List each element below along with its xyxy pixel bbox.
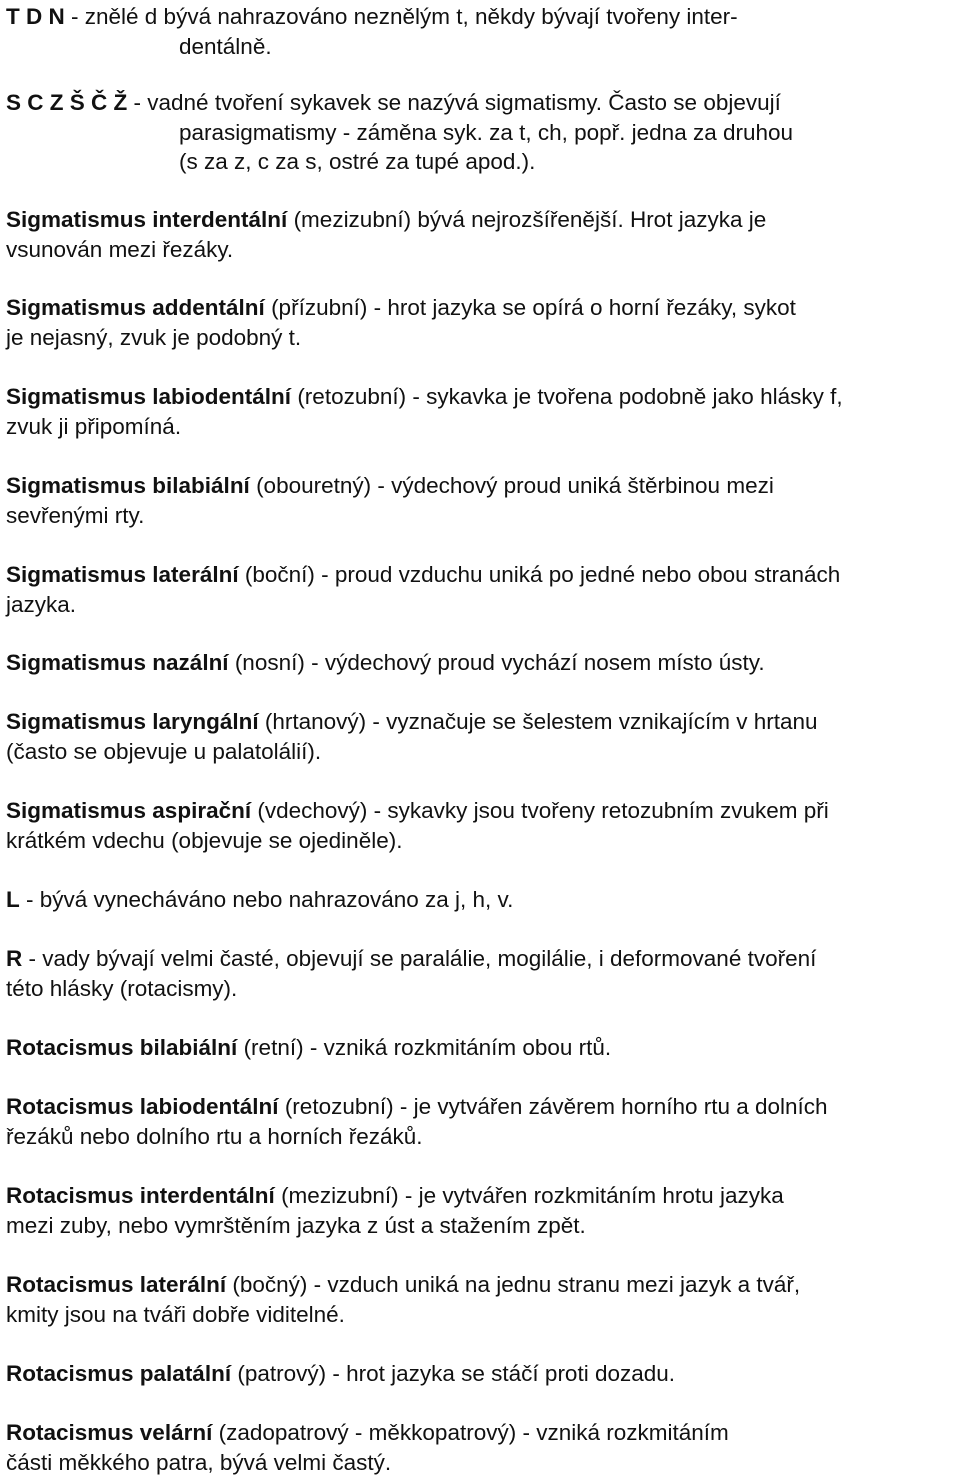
definition-text: (často se objevuje u palatolálií). xyxy=(6,738,322,764)
definition-text: (mezizubní) bývá nejrozšířenější. Hrot jazyka je xyxy=(287,207,767,232)
text-line xyxy=(6,88,956,118)
term: Rotacismus labiodentální xyxy=(6,1094,279,1119)
paragraph-rotacismus-lateralni xyxy=(6,1270,956,1329)
definition-text: - znělé d bývá nahrazováno neznělým t, někdy bývají tvořeny inter- xyxy=(64,4,738,29)
paragraph-rotacismus-palatalni xyxy=(6,1359,956,1389)
paragraph-rotacismus-interdentalni xyxy=(6,1181,956,1240)
text-line xyxy=(6,560,956,590)
definition-text: jazyka. xyxy=(6,591,77,617)
term: Sigmatismus addentální xyxy=(6,295,265,320)
term: Rotacismus laterální xyxy=(6,1272,227,1297)
text-line xyxy=(6,1092,956,1122)
text-line xyxy=(6,1359,956,1389)
text-line xyxy=(6,412,956,442)
text-line xyxy=(6,826,956,856)
definition-text: (zadopatrový - měkkopatrový) - vzniká rozkmitáním xyxy=(212,1420,729,1445)
paragraph-sibilants xyxy=(6,88,956,177)
text-line xyxy=(6,293,956,323)
definition-text: (bočný) - vzduch uniká na jednu stranu mezi jazyk a tvář, xyxy=(226,1272,801,1297)
text-line xyxy=(6,796,956,826)
text-line xyxy=(6,1300,956,1330)
definition-text: je nejasný, zvuk je podobný t. xyxy=(6,324,302,350)
paragraph-rotacismus-bilabialni xyxy=(6,1033,956,1063)
term: Sigmatismus nazální xyxy=(6,650,229,675)
text-line xyxy=(6,1270,956,1300)
text-line xyxy=(6,1418,956,1448)
definition-text: sevřenými rty. xyxy=(6,502,145,528)
paragraph-sigmatismus-labiodentalni xyxy=(6,382,956,441)
definition-text: (obouretný) - výdechový proud uniká štěrbinou mezi xyxy=(249,473,774,498)
text-line xyxy=(6,382,956,412)
paragraph-sigmatismus-aspiracni xyxy=(6,796,956,855)
definition-text: - vady bývají velmi časté, objevují se paralálie, mogilálie, i deformované tvoření xyxy=(22,946,817,971)
definition-text: (přízubní) - hrot jazyka se opírá o horní řezáky, sykot xyxy=(264,295,796,320)
definition-text: kmity jsou na tváři dobře viditelné. xyxy=(6,1301,345,1327)
definition-text: (vdechový) - sykavky jsou tvořeny retozubním zvukem při xyxy=(251,798,829,823)
text-line xyxy=(6,471,956,501)
paragraph-sigmatismus-bilabialni xyxy=(6,471,956,530)
term: Sigmatismus bilabiální xyxy=(6,473,250,498)
text-line xyxy=(6,147,956,177)
definition-text: řezáků nebo dolního rtu a horních řezáků. xyxy=(6,1123,423,1149)
definition-text: mezi zuby, nebo vymrštěním jazyka z úst a stažením zpět. xyxy=(6,1212,586,1238)
term: Sigmatismus labiodentální xyxy=(6,384,292,409)
definition-text: parasigmatismy - záměna syk. za t, ch, popř. jedna za druhou xyxy=(179,119,794,145)
text-line xyxy=(6,737,956,767)
definition-text: - bývá vynecháváno nebo nahrazováno za j, h, v. xyxy=(19,887,514,912)
definition-text: (nosní) - výdechový proud vychází nosem místo ústy. xyxy=(228,650,765,675)
definition-text: (retozubní) - je vytvářen závěrem horního rtu a dolních xyxy=(278,1094,828,1119)
definition-text: krátkém vdechu (objevuje se ojediněle). xyxy=(6,827,403,853)
term: Sigmatismus interdentální xyxy=(6,207,288,232)
term: Rotacismus palatální xyxy=(6,1361,232,1386)
paragraph-r xyxy=(6,944,956,1003)
term: Rotacismus interdentální xyxy=(6,1183,275,1208)
text-line xyxy=(6,944,956,974)
definition-text: vsunován mezi řezáky. xyxy=(6,236,234,262)
paragraph-sigmatismus-interdentalni xyxy=(6,205,956,264)
term: Sigmatismus laryngální xyxy=(6,709,259,734)
term: L xyxy=(6,887,20,912)
term: S C Z Š Č Ž xyxy=(6,90,128,115)
definition-text: (patrový) - hrot jazyka se stáčí proti dozadu. xyxy=(231,1361,676,1386)
definition-text: části měkkého patra, bývá velmi častý. xyxy=(6,1449,392,1475)
paragraph-sigmatismus-nazalni xyxy=(6,648,956,678)
paragraph-rotacismus-labiodentalni xyxy=(6,1092,956,1151)
term: Rotacismus bilabiální xyxy=(6,1035,238,1060)
text-line xyxy=(6,1033,956,1063)
definition-text: zvuk ji připomíná. xyxy=(6,413,182,439)
text-line xyxy=(6,885,956,915)
text-line xyxy=(6,118,956,148)
text-line xyxy=(6,648,956,678)
paragraph-sigmatismus-lateralni xyxy=(6,560,956,619)
text-line xyxy=(6,1122,956,1152)
text-line xyxy=(6,205,956,235)
definition-text: (retní) - vzniká rozkmitáním obou rtů. xyxy=(237,1035,612,1060)
definition-text: - vadné tvoření sykavek se nazývá sigmatismy. Často se objevují xyxy=(127,90,781,115)
paragraph-sigmatismus-addentalni xyxy=(6,293,956,352)
text-line xyxy=(6,501,956,531)
definition-text: (retozubní) - sykavka je tvořena podobně jako hlásky f, xyxy=(291,384,843,409)
paragraph-tdn xyxy=(6,2,956,61)
paragraph-sigmatismus-laryngalni xyxy=(6,707,956,766)
definition-text: (mezizubní) - je vytvářen rozkmitáním hrotu jazyka xyxy=(274,1183,784,1208)
paragraph-rotacismus-velarni xyxy=(6,1418,956,1477)
text-line xyxy=(6,1448,956,1478)
term: Sigmatismus laterální xyxy=(6,562,239,587)
text-line xyxy=(6,707,956,737)
text-line xyxy=(6,32,956,62)
definition-text: dentálně. xyxy=(179,33,272,59)
term: Rotacismus velární xyxy=(6,1420,213,1445)
paragraph-l xyxy=(6,885,956,915)
text-line xyxy=(6,235,956,265)
term: T D N xyxy=(6,4,65,29)
text-line xyxy=(6,1211,956,1241)
definition-text: této hlásky (rotacismy). xyxy=(6,975,238,1001)
definition-text: (hrtanový) - vyznačuje se šelestem vznikajícím v hrtanu xyxy=(258,709,818,734)
term: R xyxy=(6,946,23,971)
definition-text: (s za z, c za s, ostré za tupé apod.). xyxy=(179,149,536,174)
text-line xyxy=(6,590,956,620)
definition-text: (boční) - proud vzduchu uniká po jedné nebo obou stranách xyxy=(238,562,841,587)
term: Sigmatismus aspirační xyxy=(6,798,252,823)
text-line xyxy=(6,974,956,1004)
text-line xyxy=(6,323,956,353)
text-line xyxy=(6,2,956,32)
text-line xyxy=(6,1181,956,1211)
